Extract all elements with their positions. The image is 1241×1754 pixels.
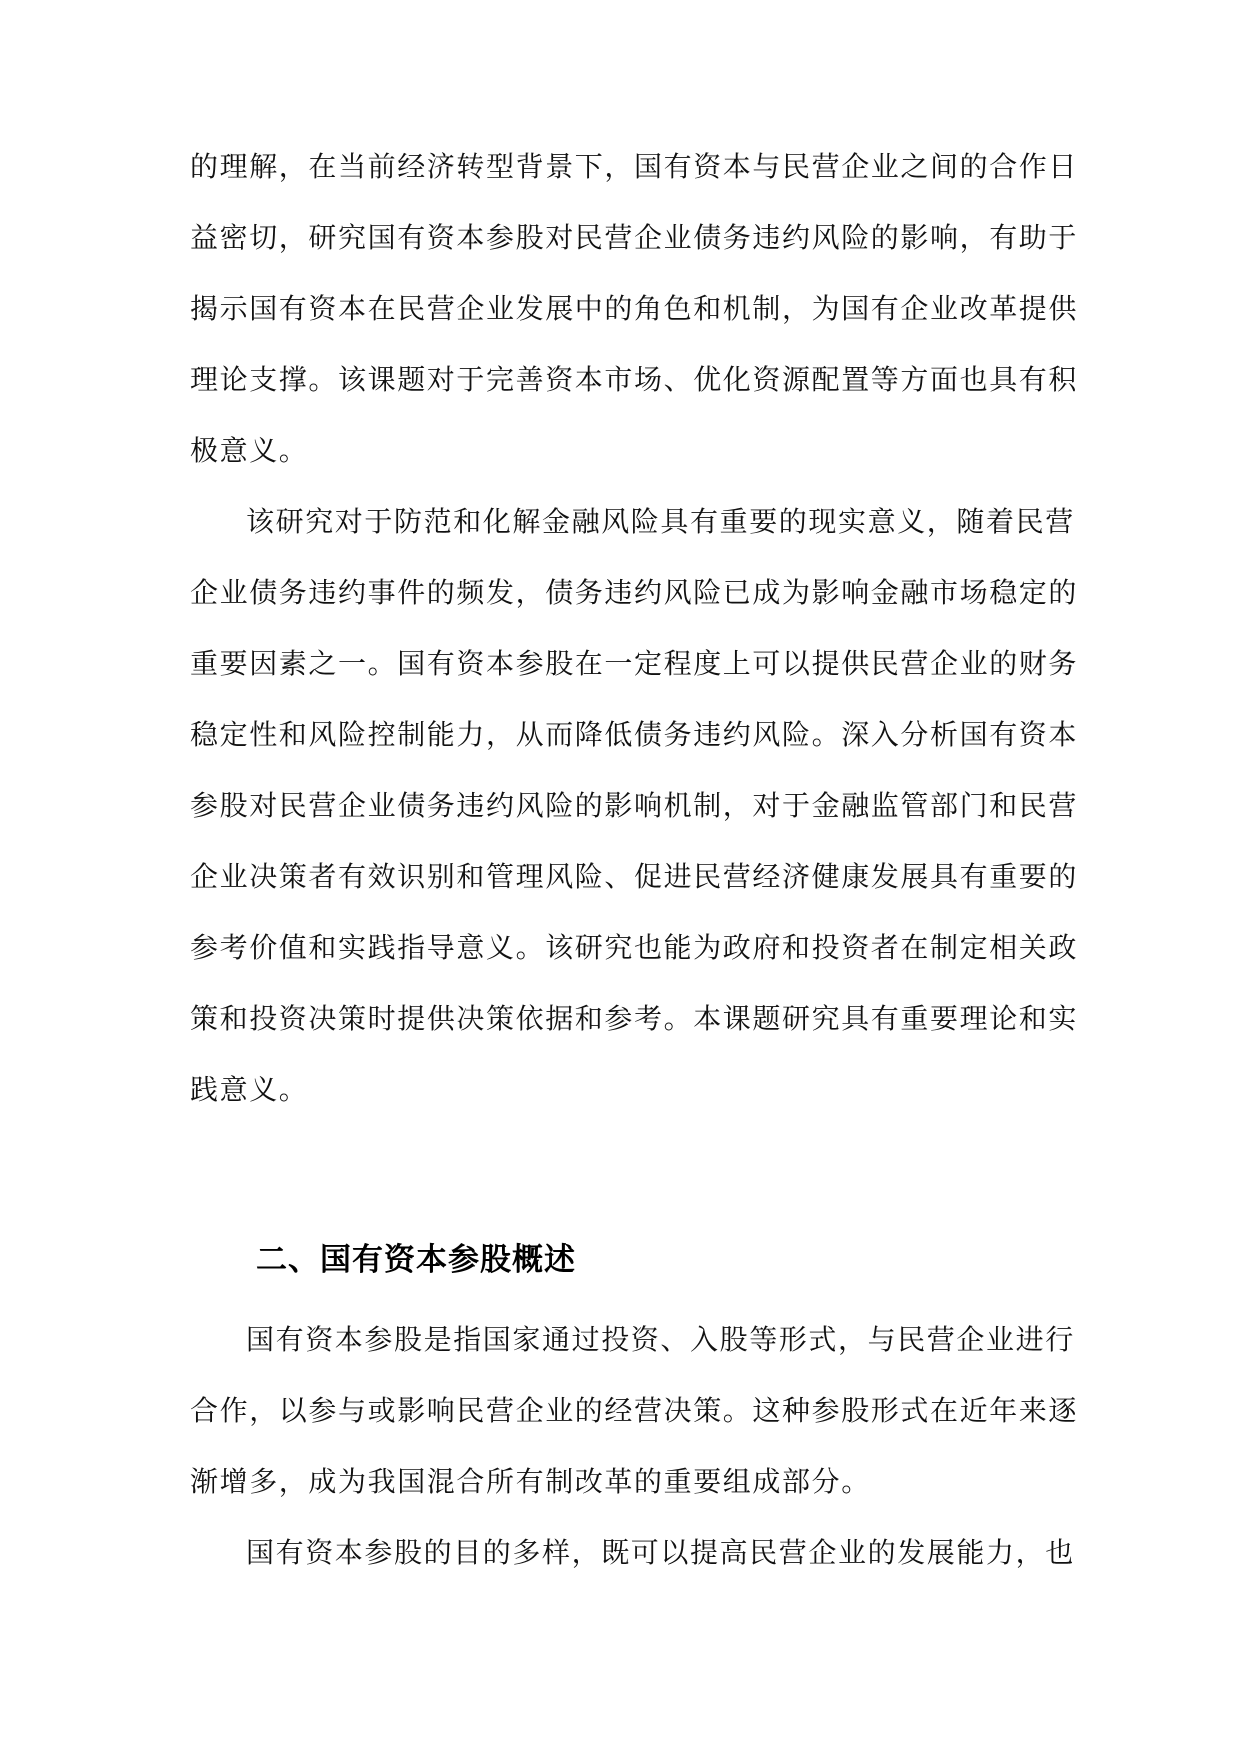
paragraph-2-line-9: 践意义。 xyxy=(190,1073,309,1106)
paragraph-2-line-3: 重要因素之一。国有资本参股在一定程度上可以提供民营企业的财务 xyxy=(190,647,1079,680)
section-paragraph-1-line-2: 合作，以参与或影响民营企业的经营决策。这种参股形式在近年来逐 xyxy=(190,1394,1079,1427)
section-paragraph-2-line-1: 国有资本参股的目的多样，既可以提高民营企业的发展能力，也 xyxy=(246,1536,1075,1569)
paragraph-2-line-6: 企业决策者有效识别和管理风险、促进民营经济健康发展具有重要的 xyxy=(190,860,1079,893)
paragraph-2-line-8: 策和投资决策时提供决策依据和参考。本课题研究具有重要理论和实 xyxy=(190,1002,1079,1035)
section-heading: 二、国有资本参股概述 xyxy=(256,1242,576,1278)
paragraph-1-line-5: 极意义。 xyxy=(190,434,309,467)
paragraph-2-line-7: 参考价值和实践指导意义。该研究也能为政府和投资者在制定相关政 xyxy=(190,931,1079,964)
paragraph-1-line-2: 益密切，研究国有资本参股对民营企业债务违约风险的影响，有助于 xyxy=(190,221,1079,254)
paragraph-1-line-4: 理论支撑。该课题对于完善资本市场、优化资源配置等方面也具有积 xyxy=(190,363,1079,396)
paragraph-2-line-5: 参股对民营企业债务违约风险的影响机制，对于金融监管部门和民营 xyxy=(190,789,1079,822)
paragraph-2-line-4: 稳定性和风险控制能力，从而降低债务违约风险。深入分析国有资本 xyxy=(190,718,1079,751)
paragraph-2-line-1: 该研究对于防范和化解金融风险具有重要的现实意义，随着民营 xyxy=(246,505,1075,538)
paragraph-2-line-2: 企业债务违约事件的频发，债务违约风险已成为影响金融市场稳定的 xyxy=(190,576,1079,609)
paragraph-1-line-1: 的理解，在当前经济转型背景下，国有资本与民营企业之间的合作日 xyxy=(190,150,1079,183)
paragraph-1-line-3: 揭示国有资本在民营企业发展中的角色和机制，为国有企业改革提供 xyxy=(190,292,1079,325)
section-paragraph-1-line-3: 渐增多，成为我国混合所有制改革的重要组成部分。 xyxy=(190,1465,871,1498)
section-paragraph-1-line-1: 国有资本参股是指国家通过投资、入股等形式，与民营企业进行 xyxy=(246,1323,1075,1356)
